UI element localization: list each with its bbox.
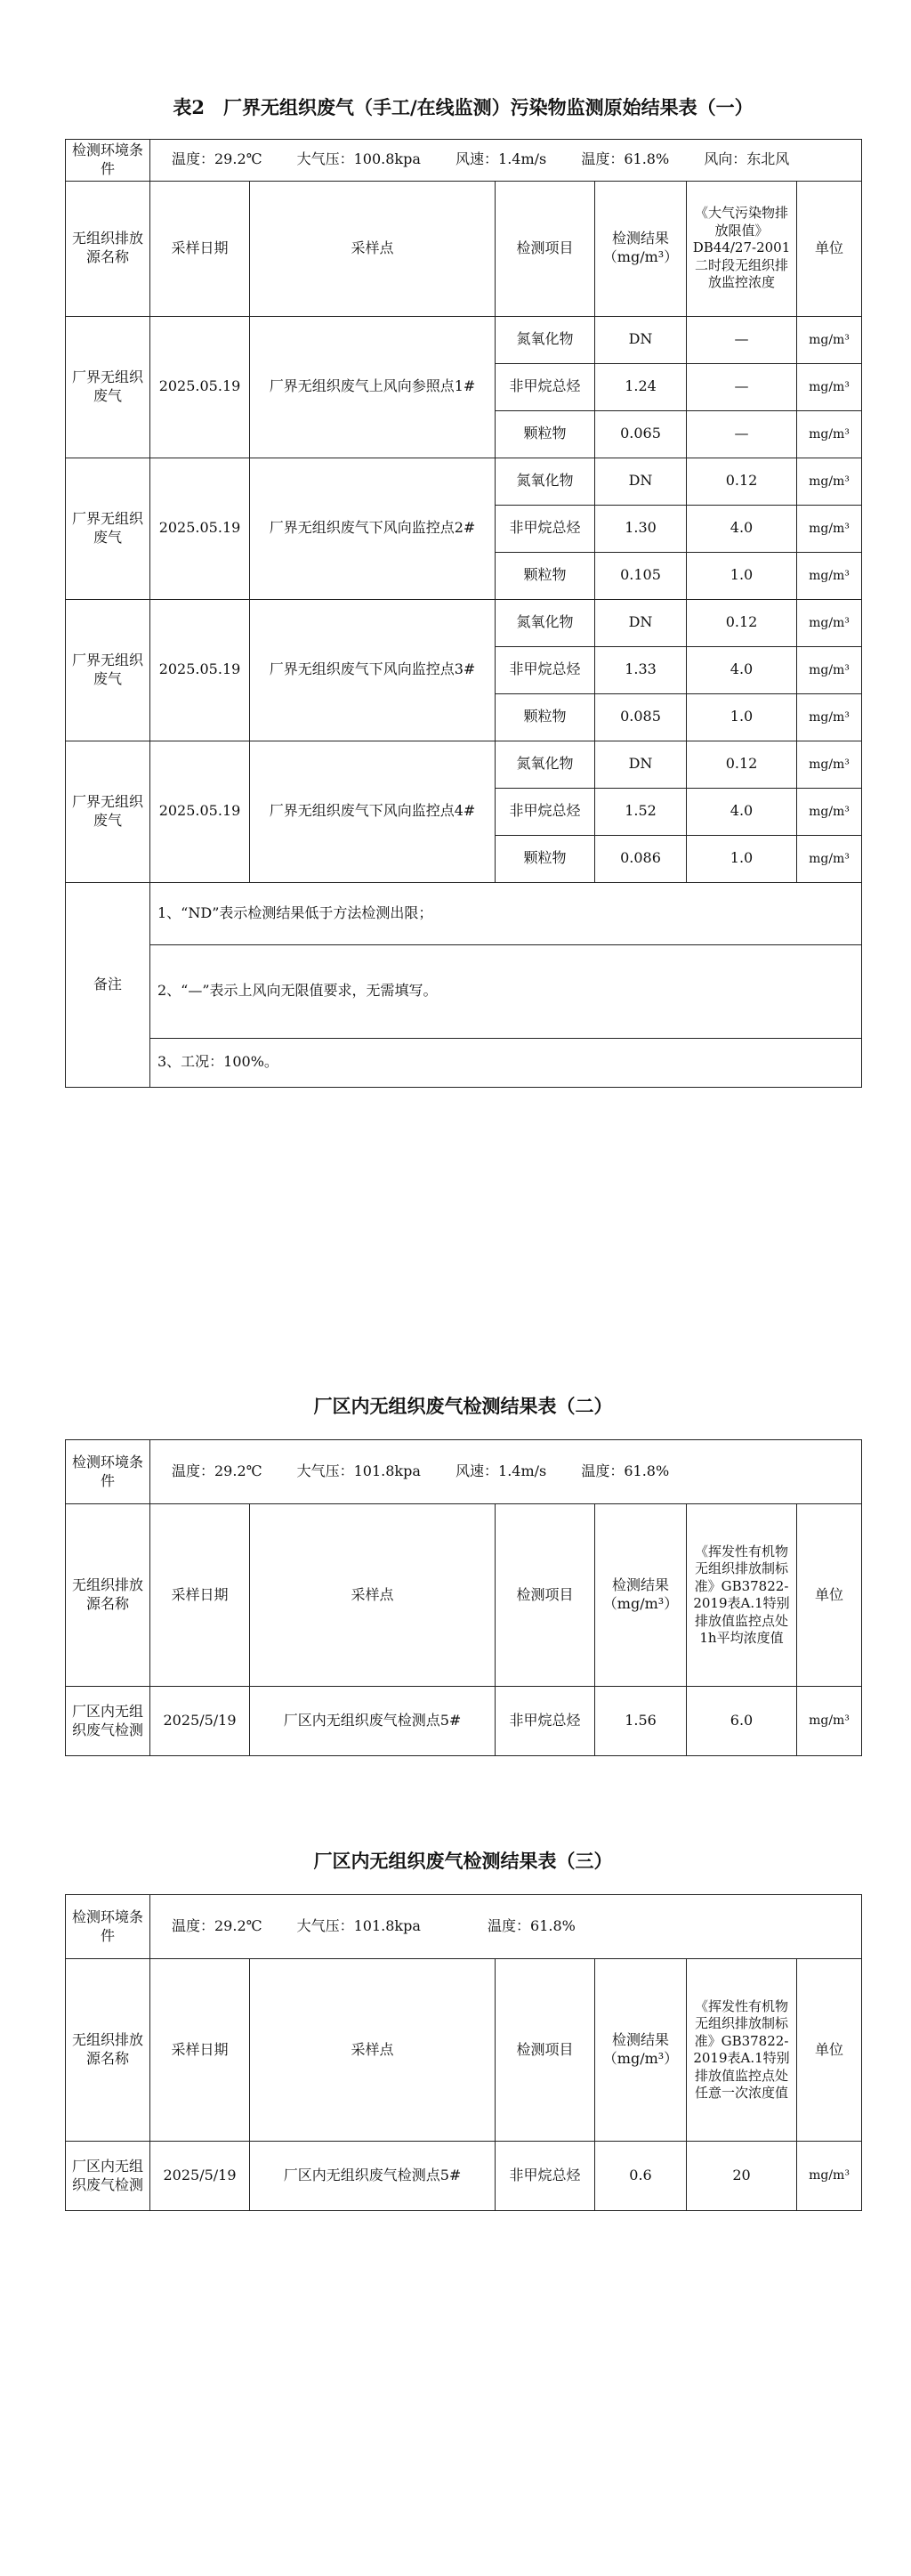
cell-result: 0.065 bbox=[595, 410, 687, 458]
cell-result: DN bbox=[595, 316, 687, 363]
header-date: 采样日期 bbox=[150, 1504, 250, 1687]
cell-result: 1.52 bbox=[595, 788, 687, 835]
cell-result: DN bbox=[595, 741, 687, 788]
table3-title: 厂区内无组织废气检测结果表（三） bbox=[313, 1850, 613, 1872]
table1-title: 表2 厂界无组织废气（手工/在线监测）污染物监测原始结果表（一） bbox=[173, 96, 754, 118]
cell-source: 厂界无组织废气 bbox=[66, 599, 150, 741]
remark-1: 1、“ND”表示检测结果低于方法检测出限； bbox=[150, 882, 862, 944]
remark-2: 2、“—”表示上风向无限值要求，无需填写。 bbox=[150, 944, 862, 1038]
cell-point: 厂区内无组织废气检测点5# bbox=[250, 2142, 496, 2211]
table1 bbox=[65, 139, 862, 1088]
cell-item: 颗粒物 bbox=[496, 552, 595, 599]
cell-limit: — bbox=[687, 316, 797, 363]
table-row bbox=[66, 1687, 862, 1756]
cell-unit: mg/m³ bbox=[797, 835, 862, 882]
env-row bbox=[66, 1895, 862, 1959]
cell-source: 厂界无组织废气 bbox=[66, 458, 150, 599]
table2-title: 厂区内无组织废气检测结果表（二） bbox=[313, 1395, 613, 1417]
header-point: 采样点 bbox=[250, 1959, 496, 2142]
table-row bbox=[66, 599, 862, 646]
cell-item: 非甲烷总烃 bbox=[496, 788, 595, 835]
cell-unit: mg/m³ bbox=[797, 693, 862, 741]
cell-limit: 4.0 bbox=[687, 505, 797, 552]
cell-item: 颗粒物 bbox=[496, 835, 595, 882]
cell-limit: 4.0 bbox=[687, 646, 797, 693]
cell-item: 非甲烷总烃 bbox=[496, 2142, 595, 2211]
env-wind-speed: 风速：1.4m/s bbox=[456, 1462, 547, 1480]
header-date: 采样日期 bbox=[150, 181, 250, 316]
cell-unit: mg/m³ bbox=[797, 1687, 862, 1756]
table3 bbox=[65, 1894, 862, 2211]
table-row bbox=[66, 2142, 862, 2211]
cell-item: 氮氧化物 bbox=[496, 741, 595, 788]
env-values bbox=[150, 1440, 862, 1504]
env-pressure: 大气压：101.8kpa bbox=[296, 1462, 421, 1480]
cell-result: 0.6 bbox=[595, 2142, 687, 2211]
cell-item: 非甲烷总烃 bbox=[496, 363, 595, 410]
cell-unit: mg/m³ bbox=[797, 458, 862, 505]
cell-date: 2025.05.19 bbox=[150, 316, 250, 458]
table1-section bbox=[65, 94, 861, 1088]
cell-limit: 0.12 bbox=[687, 599, 797, 646]
remarks-row bbox=[66, 944, 862, 1038]
table-row bbox=[66, 741, 862, 788]
env-row bbox=[66, 140, 862, 182]
cell-point: 厂界无组织废气下风向监控点2# bbox=[250, 458, 496, 599]
env-humidity: 温度：61.8% bbox=[581, 150, 670, 168]
header-point: 采样点 bbox=[250, 1504, 496, 1687]
cell-item: 颗粒物 bbox=[496, 693, 595, 741]
env-wind-speed: 风速：1.4m/s bbox=[456, 150, 547, 168]
header-row bbox=[66, 1504, 862, 1687]
header-limit: 《挥发性有机物无组织排放制标准》GB37822-2019表A.1特别排放值监控点处1h平均浓度值 bbox=[687, 1504, 797, 1687]
env-values bbox=[150, 1895, 862, 1959]
cell-date: 2025.05.19 bbox=[150, 599, 250, 741]
cell-source: 厂界无组织废气 bbox=[66, 316, 150, 458]
cell-date: 2025/5/19 bbox=[150, 1687, 250, 1756]
cell-limit: 20 bbox=[687, 2142, 797, 2211]
header-unit: 单位 bbox=[797, 1959, 862, 2142]
cell-unit: mg/m³ bbox=[797, 316, 862, 363]
env-label: 检测环境条件 bbox=[66, 1440, 150, 1504]
env-humidity: 温度：61.8% bbox=[488, 1917, 576, 1935]
cell-limit: 0.12 bbox=[687, 458, 797, 505]
cell-unit: mg/m³ bbox=[797, 788, 862, 835]
header-limit: 《挥发性有机物无组织排放制标准》GB37822-2019表A.1特别排放值监控点处任意一次浓度值 bbox=[687, 1959, 797, 2142]
cell-unit: mg/m³ bbox=[797, 410, 862, 458]
table3-section bbox=[65, 1848, 861, 2211]
cell-unit: mg/m³ bbox=[797, 363, 862, 410]
cell-item: 氮氧化物 bbox=[496, 458, 595, 505]
env-row bbox=[66, 1440, 862, 1504]
remark-3: 3、工况：100%。 bbox=[150, 1038, 862, 1087]
header-item: 检测项目 bbox=[496, 181, 595, 316]
env-values bbox=[150, 140, 862, 182]
cell-item: 颗粒物 bbox=[496, 410, 595, 458]
cell-result: 1.30 bbox=[595, 505, 687, 552]
env-label: 检测环境条件 bbox=[66, 140, 150, 182]
cell-result: DN bbox=[595, 599, 687, 646]
env-temp: 温度：29.2℃ bbox=[172, 150, 262, 168]
cell-item: 非甲烷总烃 bbox=[496, 646, 595, 693]
cell-unit: mg/m³ bbox=[797, 646, 862, 693]
cell-date: 2025.05.19 bbox=[150, 458, 250, 599]
table2 bbox=[65, 1439, 862, 1756]
remarks-label: 备注 bbox=[66, 882, 150, 1087]
header-row bbox=[66, 181, 862, 316]
table-row bbox=[66, 458, 862, 505]
env-humidity: 温度：61.8% bbox=[581, 1462, 670, 1480]
cell-unit: mg/m³ bbox=[797, 599, 862, 646]
header-source: 无组织排放源名称 bbox=[66, 1504, 150, 1687]
cell-item: 非甲烷总烃 bbox=[496, 505, 595, 552]
cell-unit: mg/m³ bbox=[797, 741, 862, 788]
header-unit: 单位 bbox=[797, 181, 862, 316]
cell-date: 2025.05.19 bbox=[150, 741, 250, 882]
remarks-row bbox=[66, 1038, 862, 1087]
header-source: 无组织排放源名称 bbox=[66, 181, 150, 316]
cell-result: 1.56 bbox=[595, 1687, 687, 1756]
cell-item: 氮氧化物 bbox=[496, 599, 595, 646]
env-label: 检测环境条件 bbox=[66, 1895, 150, 1959]
cell-limit: 0.12 bbox=[687, 741, 797, 788]
cell-limit: 4.0 bbox=[687, 788, 797, 835]
cell-unit: mg/m³ bbox=[797, 552, 862, 599]
header-item: 检测项目 bbox=[496, 1504, 595, 1687]
env-pressure: 大气压：101.8kpa bbox=[296, 1917, 421, 1935]
header-row bbox=[66, 1959, 862, 2142]
cell-source: 厂界无组织废气 bbox=[66, 741, 150, 882]
cell-point: 厂界无组织废气下风向监控点4# bbox=[250, 741, 496, 882]
cell-result: 0.105 bbox=[595, 552, 687, 599]
cell-limit: 6.0 bbox=[687, 1687, 797, 1756]
cell-result: 0.086 bbox=[595, 835, 687, 882]
header-result: 检测结果（mg/m³） bbox=[595, 1959, 687, 2142]
env-pressure: 大气压：100.8kpa bbox=[296, 150, 421, 168]
remarks-row bbox=[66, 882, 862, 944]
header-result: 检测结果（mg/m³） bbox=[595, 1504, 687, 1687]
cell-source: 厂区内无组织废气检测 bbox=[66, 2142, 150, 2211]
cell-result: DN bbox=[595, 458, 687, 505]
cell-result: 0.085 bbox=[595, 693, 687, 741]
header-limit: 《大气污染物排放限值》DB44/27-2001二时段无组织排放监控浓度 bbox=[687, 181, 797, 316]
header-source: 无组织排放源名称 bbox=[66, 1959, 150, 2142]
header-point: 采样点 bbox=[250, 181, 496, 316]
cell-limit: 1.0 bbox=[687, 693, 797, 741]
cell-limit: — bbox=[687, 410, 797, 458]
cell-unit: mg/m³ bbox=[797, 505, 862, 552]
table-row bbox=[66, 316, 862, 363]
cell-limit: 1.0 bbox=[687, 835, 797, 882]
cell-item: 非甲烷总烃 bbox=[496, 1687, 595, 1756]
env-temp: 温度：29.2℃ bbox=[172, 1462, 262, 1480]
cell-source: 厂区内无组织废气检测 bbox=[66, 1687, 150, 1756]
cell-point: 厂界无组织废气下风向监控点3# bbox=[250, 599, 496, 741]
table2-section bbox=[65, 1393, 861, 1756]
cell-point: 厂界无组织废气上风向参照点1# bbox=[250, 316, 496, 458]
header-result: 检测结果（mg/m³） bbox=[595, 181, 687, 316]
env-temp: 温度：29.2℃ bbox=[172, 1917, 262, 1935]
cell-point: 厂区内无组织废气检测点5# bbox=[250, 1687, 496, 1756]
env-wind-dir: 风向：东北风 bbox=[704, 150, 790, 168]
cell-date: 2025/5/19 bbox=[150, 2142, 250, 2211]
header-date: 采样日期 bbox=[150, 1959, 250, 2142]
cell-limit: 1.0 bbox=[687, 552, 797, 599]
cell-item: 氮氧化物 bbox=[496, 316, 595, 363]
header-unit: 单位 bbox=[797, 1504, 862, 1687]
cell-limit: — bbox=[687, 363, 797, 410]
header-item: 检测项目 bbox=[496, 1959, 595, 2142]
cell-unit: mg/m³ bbox=[797, 2142, 862, 2211]
cell-result: 1.24 bbox=[595, 363, 687, 410]
cell-result: 1.33 bbox=[595, 646, 687, 693]
